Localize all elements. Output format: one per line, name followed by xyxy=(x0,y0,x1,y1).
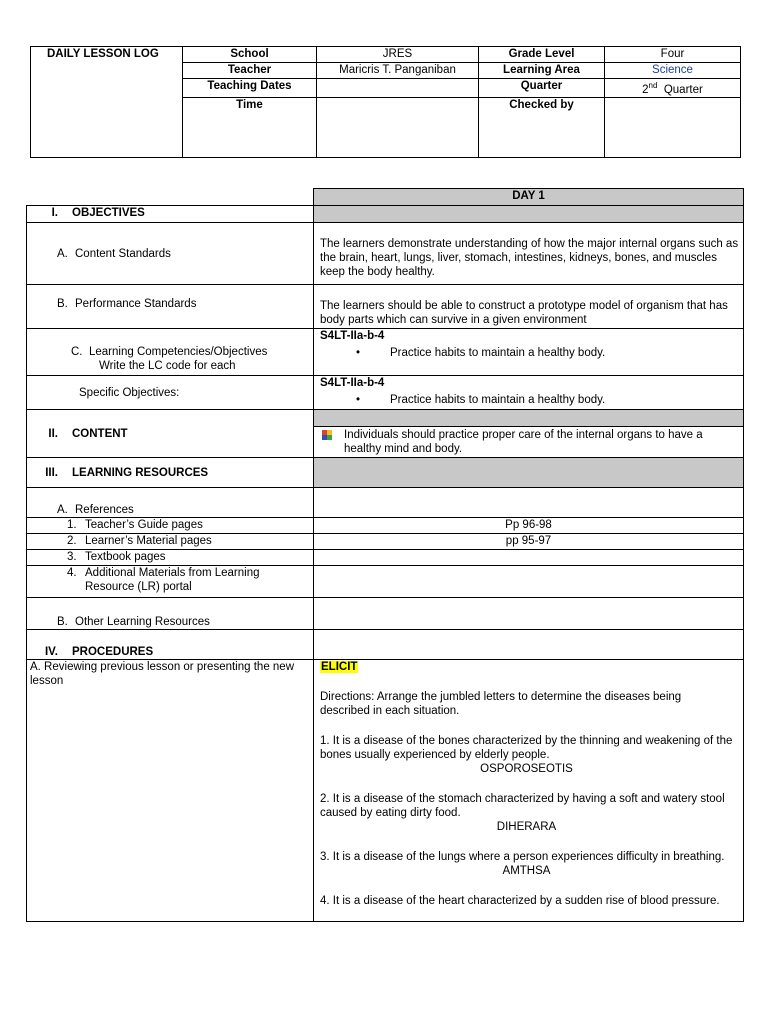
resources-fill xyxy=(314,458,744,488)
teacher-label: Teacher xyxy=(183,63,317,79)
school-label: School xyxy=(183,47,317,63)
question-1: 1. It is a disease of the bones characterized by the thinning and weakening of the bones usually experienced by elderly people. xyxy=(320,735,733,761)
teaching-dates-label: Teaching Dates xyxy=(183,79,317,98)
content-cell xyxy=(314,410,744,458)
header-table xyxy=(30,46,741,158)
quarter-value xyxy=(605,79,741,98)
lesson-log-title: DAILY LESSON LOG xyxy=(31,47,183,158)
learning-area-value: Science xyxy=(605,63,741,79)
resource-item-tg: 1. Teacher’s Guide pages xyxy=(27,518,314,534)
teacher-value: Maricris T. Panganiban xyxy=(317,63,479,79)
directions-text: Directions: Arrange the jumbled letters to determine the diseases being described in each situation. xyxy=(320,691,682,717)
answer-1: OSPOROSEOTIS xyxy=(480,763,573,775)
learning-area-label: Learning Area xyxy=(479,63,605,79)
learning-resources-heading: III. LEARNING RESOURCES xyxy=(27,458,314,488)
resource-item-lr-portal: 4. Additional Materials from Learning Resource (LR) portal xyxy=(27,566,314,598)
competencies-content xyxy=(314,329,744,376)
time-label: Time xyxy=(183,97,317,157)
quarter-suffix: nd xyxy=(648,81,658,90)
day-header: DAY 1 xyxy=(314,189,744,206)
question-3: 3. It is a disease of the lungs where a person experiences difficulty in breathing. xyxy=(320,851,725,863)
question-2: 2. It is a disease of the stomach characterized by having a soft and watery stool caused by eating dirty food. xyxy=(320,793,725,819)
elicit-highlight: ELICIT xyxy=(321,661,358,673)
specific-bullet: • Practice habits to maintain a healthy body. xyxy=(320,393,740,407)
colored-squares-icon xyxy=(322,430,332,440)
answer-2: DIHERARA xyxy=(496,821,557,833)
answer-3: AMTHSA xyxy=(502,865,551,877)
performance-standards-text: The learners should be able to construct a prototype model of organism that has body parts which can survive in a given environment xyxy=(314,285,744,329)
specific-objectives-content xyxy=(314,376,744,410)
blank-corner xyxy=(27,189,314,206)
content-standards-text: The learners demonstrate understanding of how the major internal organs such as the brain, heart, lungs, liver, stomach, intestines, kidneys, bones, and muscles keep the body healthy. xyxy=(314,223,744,285)
other-resources-value xyxy=(314,598,744,630)
content-gray-band xyxy=(314,410,743,427)
lr-portal-value xyxy=(314,566,744,598)
review-lesson-label: A. Reviewing previous lesson or presenting the new lesson xyxy=(27,660,314,922)
references-label: A. References xyxy=(27,488,314,518)
competencies-label: C. Learning Competencies/Objectives Write the LC code for each xyxy=(27,329,314,376)
content-standards-label: A. Content Standards xyxy=(27,223,314,285)
specific-lc-code: S4LT-IIa-b-4 xyxy=(320,377,385,389)
competency-bullet: • Practice habits to maintain a healthy body. xyxy=(320,346,740,360)
other-resources-label: B. Other Learning Resources xyxy=(27,598,314,630)
tg-pages-value: Pp 96-98 xyxy=(314,518,744,534)
content-text: Individuals should practice proper care of the internal organs to have a healthy mind and body. xyxy=(344,429,703,455)
objectives-heading: I. OBJECTIVES xyxy=(27,206,314,223)
content-text-wrap xyxy=(314,427,743,456)
textbook-pages-value xyxy=(314,550,744,566)
performance-standards-label: B. Performance Standards xyxy=(27,285,314,329)
resource-item-lm: 2. Learner’s Material pages xyxy=(27,534,314,550)
grade-level-label: Grade Level xyxy=(479,47,605,63)
quarter-number: 2 xyxy=(642,83,649,96)
time-value xyxy=(317,97,479,157)
checked-by-value xyxy=(605,97,741,157)
procedures-fill xyxy=(314,630,744,660)
checked-by-label: Checked by xyxy=(479,97,605,157)
objectives-fill xyxy=(314,206,744,223)
school-value: JRES xyxy=(317,47,479,63)
references-value xyxy=(314,488,744,518)
grade-level-value: Four xyxy=(605,47,741,63)
specific-objectives-label: Specific Objectives: xyxy=(27,376,314,410)
quarter-label: Quarter xyxy=(479,79,605,98)
question-4: 4. It is a disease of the heart characterized by a sudden rise of blood pressure. xyxy=(320,895,720,907)
teaching-dates-value xyxy=(317,79,479,98)
content-heading: II. CONTENT xyxy=(27,410,314,458)
resource-item-textbook: 3. Textbook pages xyxy=(27,550,314,566)
elicit-content xyxy=(314,660,744,922)
lm-pages-value: pp 95-97 xyxy=(314,534,744,550)
lc-code: S4LT-IIa-b-4 xyxy=(320,330,385,342)
procedures-heading: IV. PROCEDURES xyxy=(27,630,314,660)
quarter-word: Quarter xyxy=(657,83,703,96)
lesson-plan-table xyxy=(26,188,744,922)
